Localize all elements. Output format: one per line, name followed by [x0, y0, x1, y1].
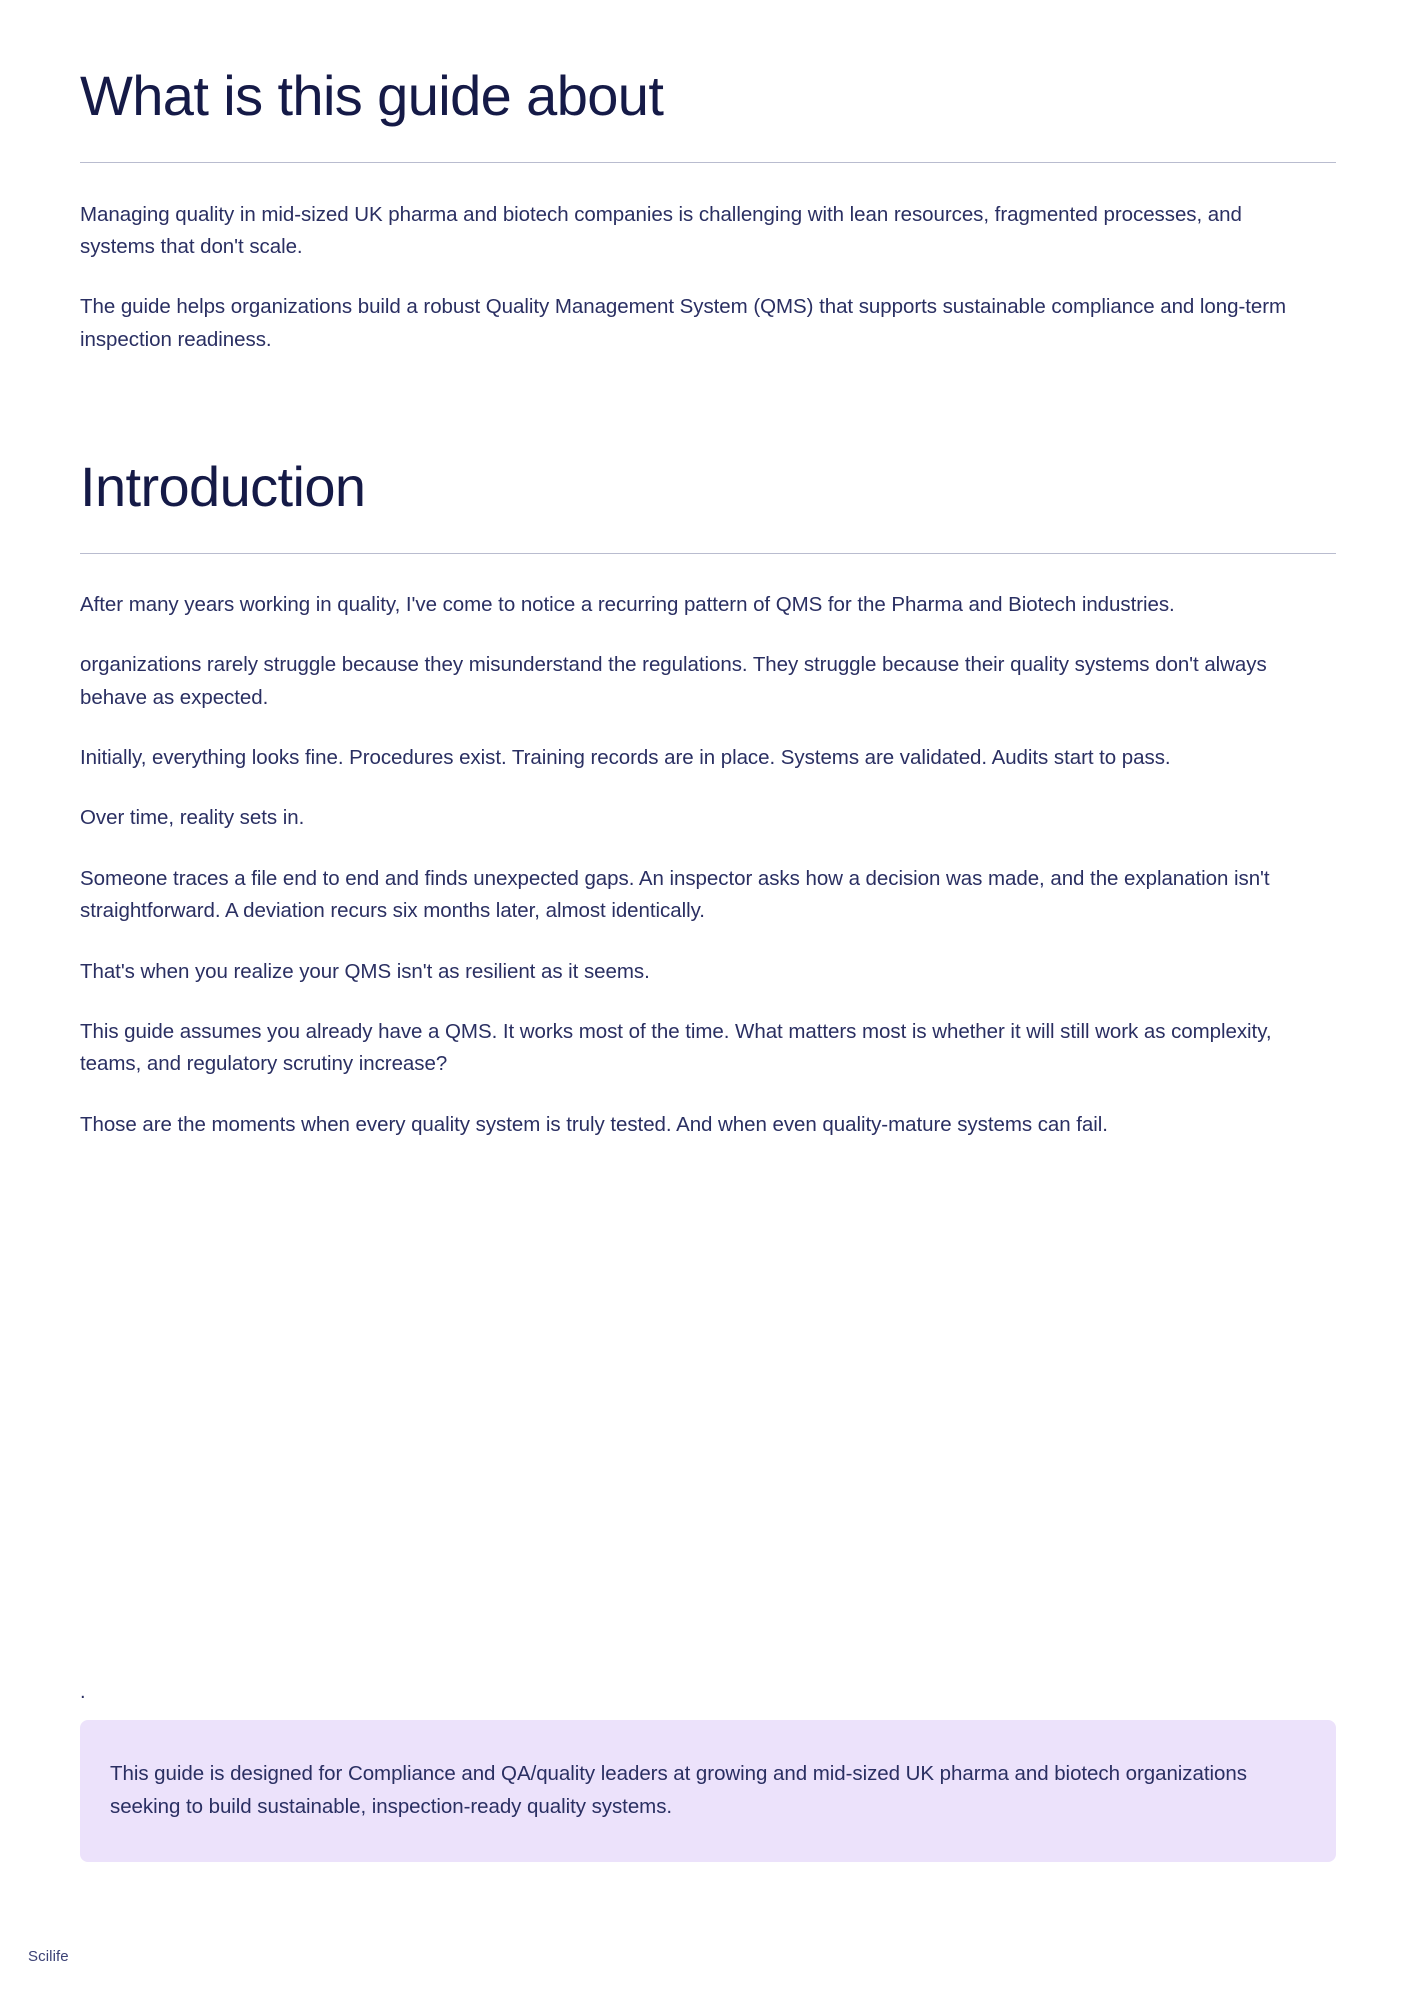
paragraph: After many years working in quality, I've come to notice a recurring pattern of QMS for the Pharma and Biotech industries. — [80, 592, 1175, 616]
section-1-body — [80, 163, 1336, 357]
paragraph: This guide assumes you already have a QMS. It works most of the time. What matters most is whether it will still work as complexity, teams, and regulatory scrutiny increase? — [80, 1019, 1272, 1076]
paragraph: The guide helps organizations build a robust Quality Management System (QMS) that supports sustainable compliance and long-term inspection readiness. — [80, 295, 1287, 351]
footer-brand-label: Scilife — [28, 1948, 69, 1965]
audience-callout-box — [80, 1720, 1336, 1862]
callout-text: This guide is designed for Compliance and QA/quality leaders at growing and mid-sized UK pharma and biotech organizations seeking to build sustainable, inspection-ready quality systems. — [110, 1762, 1247, 1818]
introduction-heading: Introduction — [80, 455, 366, 519]
paragraph: organizations rarely struggle because they misunderstand the regulations. They struggle because their quality systems don't always behave as expected. — [80, 653, 1267, 709]
section-what-is-this-guide-about — [80, 0, 1336, 163]
stray-period-marker: . — [80, 1681, 86, 1703]
paragraph: Managing quality in mid-sized UK pharma and biotech companies is challenging with lean resources, fragmented processes, and systems that don't scale. — [80, 202, 1242, 259]
document-content — [80, 0, 1336, 1169]
paragraph: That's when you realize your QMS isn't as resilient as it seems. — [80, 959, 650, 983]
paragraph: Someone traces a file end to end and finds unexpected gaps. An inspector asks how a decision was made, and the explanation isn't straightforward. A deviation recurs six months later, almost identically. — [80, 866, 1270, 923]
section-introduction — [80, 384, 1336, 554]
page-title: What is this guide about — [80, 64, 664, 127]
section-2-body — [80, 554, 1336, 1141]
paragraph: Over time, reality sets in. — [80, 806, 305, 830]
paragraph: Those are the moments when every quality system is truly tested. And when even quality-mature systems can fail. — [80, 1112, 1108, 1136]
paragraph: Initially, everything looks fine. Procedures exist. Training records are in place. Systems are validated. Audits start to pass. — [80, 746, 1171, 770]
